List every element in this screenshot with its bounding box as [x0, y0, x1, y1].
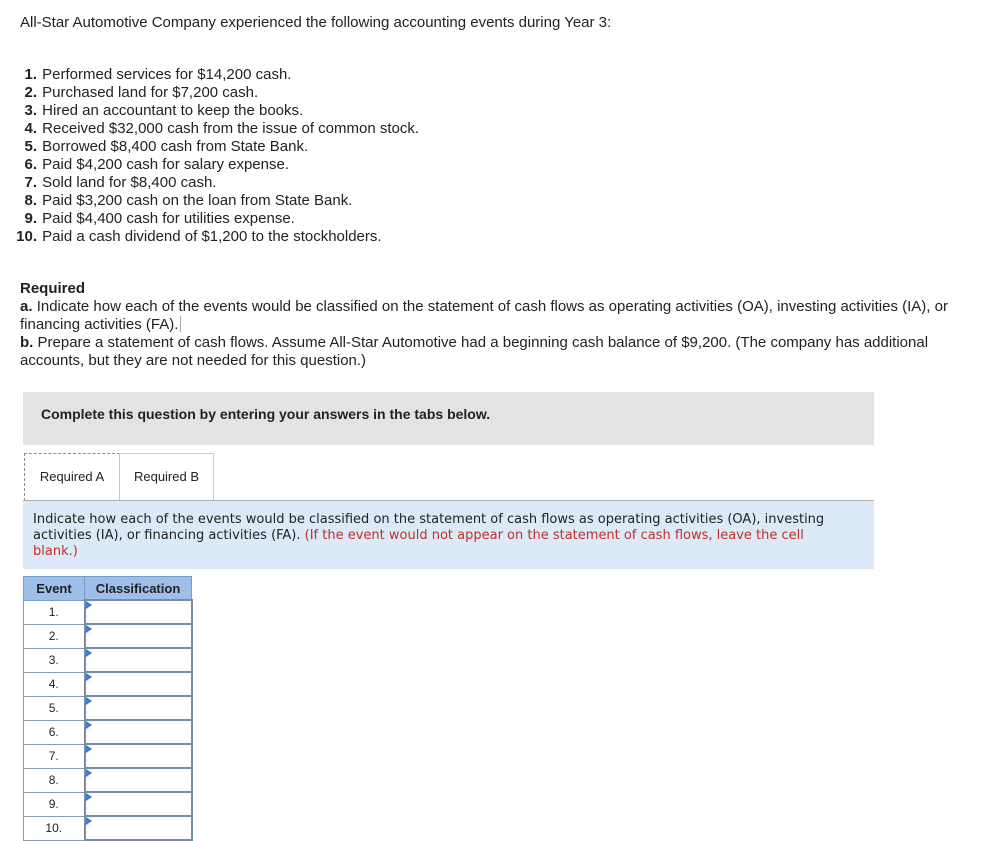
classification-cell[interactable]	[85, 744, 192, 768]
instruction-note: (If the event would not appear on the statement of cash flows, leave the cell blank.)	[33, 528, 804, 559]
classification-input[interactable]	[90, 723, 190, 741]
classification-input[interactable]	[90, 675, 190, 693]
instruction-banner	[23, 392, 874, 445]
event-item: 2. Purchased land for $7,200 cash.	[24, 84, 259, 101]
required-section	[20, 280, 950, 370]
classification-input[interactable]	[90, 771, 190, 789]
event-list	[14, 66, 419, 246]
instruction-text: Indicate how each of the events would be classified on the statement of cash flows as operating activities (OA), investing activities (IA), or financing activities (FA).	[33, 512, 825, 543]
text-cursor	[180, 316, 182, 332]
table-row	[24, 720, 192, 744]
event-number: 5.	[24, 696, 85, 720]
event-number: 7.	[24, 744, 85, 768]
event-column-header: Event	[24, 577, 85, 601]
event-number: 1.	[24, 600, 85, 624]
event-number: 6.	[24, 720, 85, 744]
table-row	[24, 768, 192, 792]
required-b: b. Prepare a statement of cash flows. Assume All-Star Automotive had a beginning cash balance of $9,200. (The company has additional accounts, but they are not needed for this question.)	[20, 334, 929, 369]
table-row	[24, 792, 192, 816]
event-item: 6. Paid $4,200 cash for salary expense.	[24, 156, 289, 173]
classification-cell[interactable]	[85, 672, 192, 696]
tab-instructions	[23, 501, 874, 569]
table-row	[24, 648, 192, 672]
classification-column-header: Classification	[85, 577, 192, 601]
event-item: 3. Hired an accountant to keep the books.	[24, 102, 304, 119]
problem-intro: All-Star Automotive Company experienced the following accounting events during Year 3:	[20, 14, 612, 31]
required-title: Required	[20, 280, 86, 297]
classification-cell[interactable]	[85, 768, 192, 792]
table-row	[24, 696, 192, 720]
event-item: 5. Borrowed $8,400 cash from State Bank.	[24, 138, 309, 155]
classification-input[interactable]	[90, 651, 190, 669]
table-header-row	[24, 577, 192, 601]
event-item: 4. Received $32,000 cash from the issue of common stock.	[24, 120, 420, 137]
classification-input[interactable]	[90, 747, 190, 765]
event-item: 8. Paid $3,200 cash on the loan from State Bank.	[24, 192, 353, 209]
event-number: 3.	[24, 648, 85, 672]
table-row	[24, 672, 192, 696]
classification-cell[interactable]	[85, 720, 192, 744]
tab-required-a[interactable]: Required A	[24, 453, 120, 501]
event-number: 9.	[24, 792, 85, 816]
classification-input[interactable]	[90, 819, 190, 837]
table-row	[24, 600, 192, 624]
table-row	[24, 816, 192, 840]
event-number: 2.	[24, 624, 85, 648]
banner-text: Complete this question by entering your answers in the tabs below.	[41, 406, 491, 422]
classification-cell[interactable]	[85, 792, 192, 816]
classification-cell[interactable]	[85, 648, 192, 672]
required-a: a. Indicate how each of the events would be classified on the statement of cash flows as operating activities (OA), investing activities (IA), or financing activities (FA).	[20, 298, 948, 333]
classification-cell[interactable]	[85, 696, 192, 720]
tab-required-b[interactable]: Required B	[119, 453, 214, 500]
event-item: 10. Paid a cash dividend of $1,200 to the stockholders.	[16, 228, 382, 245]
event-number: 8.	[24, 768, 85, 792]
classification-cell[interactable]	[85, 624, 192, 648]
classification-input[interactable]	[90, 627, 190, 645]
classification-input[interactable]	[90, 603, 190, 621]
classification-input[interactable]	[90, 699, 190, 717]
event-item: 7. Sold land for $8,400 cash.	[24, 174, 217, 191]
event-item: 9. Paid $4,400 cash for utilities expense.	[24, 210, 295, 227]
classification-table	[23, 576, 193, 841]
event-number: 4.	[24, 672, 85, 696]
classification-input[interactable]	[90, 795, 190, 813]
classification-cell[interactable]	[85, 816, 192, 840]
table-row	[24, 744, 192, 768]
table-row	[24, 624, 192, 648]
classification-cell[interactable]	[85, 600, 192, 624]
event-item: 1. Performed services for $14,200 cash.	[24, 66, 292, 83]
event-number: 10.	[24, 816, 85, 840]
